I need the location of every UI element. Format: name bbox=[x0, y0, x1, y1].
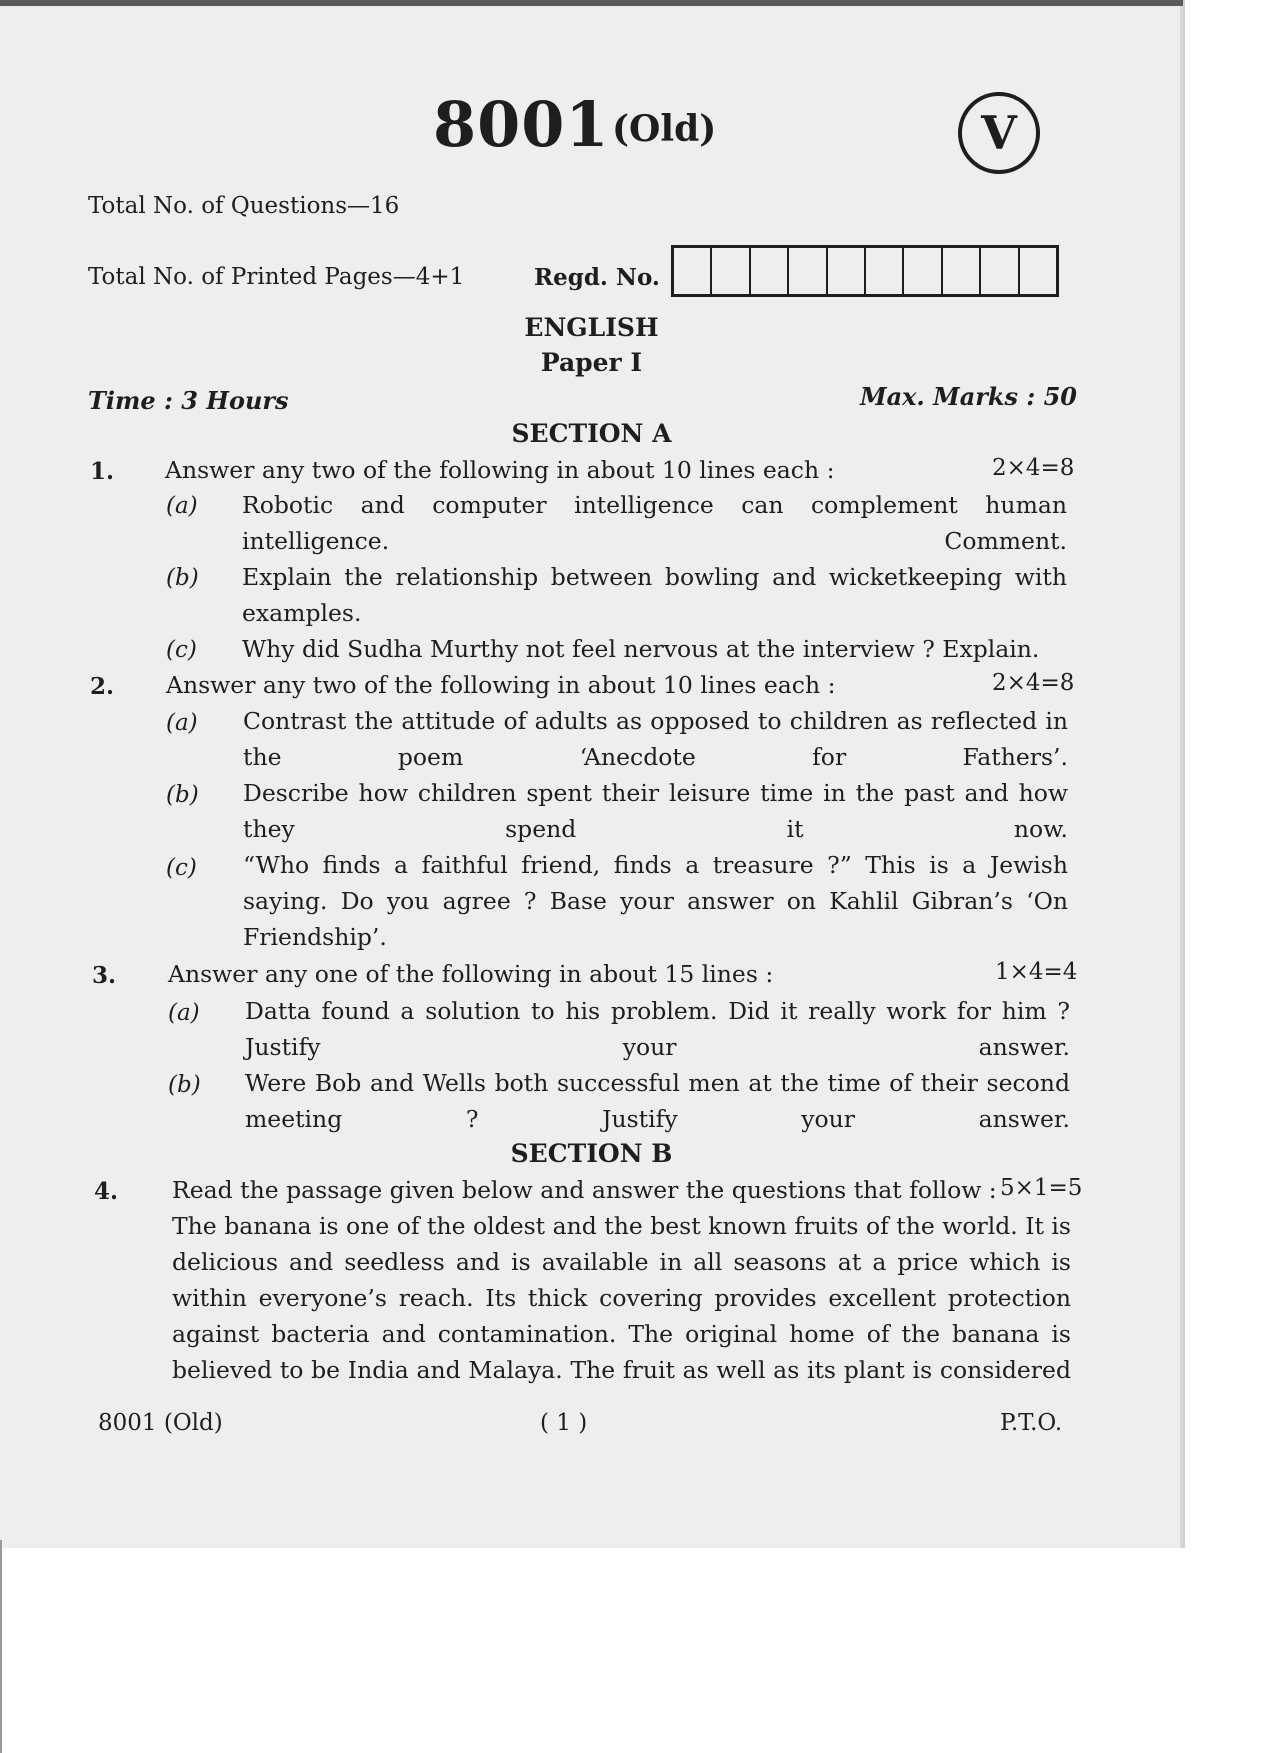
regd-number-boxes bbox=[671, 245, 1059, 297]
max-marks: Max. Marks : 50 bbox=[860, 382, 1078, 411]
version-letter: V bbox=[981, 106, 1017, 160]
q3-b-text: Were Bob and Wells both successful men at the time of their second meeting ? Justify your answer. bbox=[245, 1069, 1070, 1133]
total-pages: Total No. of Printed Pages—4+1 bbox=[88, 264, 465, 290]
q1-number: 1. bbox=[90, 458, 115, 485]
q3-b-label: (b) bbox=[168, 1072, 201, 1098]
q2-marks: 2×4=8 bbox=[992, 670, 1075, 696]
scan-left-edge bbox=[0, 1540, 2, 1753]
q1-c-label: (c) bbox=[166, 637, 197, 663]
time-allowed: Time : 3 Hours bbox=[88, 386, 289, 415]
q1-b-label: (b) bbox=[166, 565, 199, 591]
q4-text: Read the passage given below and answer the questions that follow : bbox=[172, 1176, 997, 1204]
q1-marks: 2×4=8 bbox=[992, 455, 1075, 481]
total-questions: Total No. of Questions—16 bbox=[88, 193, 400, 219]
section-a-title: SECTION A bbox=[511, 419, 672, 448]
section-b-title: SECTION B bbox=[510, 1139, 673, 1168]
q1-b-text: Explain the relationship between bowling and wicketkeeping with examples. bbox=[242, 563, 1067, 627]
q2-text: Answer any two of the following in about 10 lines each : bbox=[166, 671, 836, 699]
q3-text: Answer any one of the following in about 15 lines : bbox=[168, 960, 774, 988]
q2-c-text: “Who finds a faithful friend, finds a treasure ?” This is a Jewish saying. Do you agree ? Base your answer on Kahlil Gibran’s ‘On Friendship’. bbox=[243, 851, 1068, 951]
footer-code: 8001 (Old) bbox=[98, 1410, 223, 1436]
q1-a-label: (a) bbox=[166, 493, 198, 519]
q4-number: 4. bbox=[94, 1178, 119, 1205]
scan-right-edge bbox=[1183, 0, 1185, 1548]
q2-b-text: Describe how children spent their leisure time in the past and how they spend it now. bbox=[243, 779, 1068, 843]
pto-note: P.T.O. bbox=[1000, 1410, 1063, 1436]
q2-b-label: (b) bbox=[166, 782, 199, 808]
paper-code-suffix: (Old) bbox=[612, 108, 717, 150]
q1-text: Answer any two of the following in about 10 lines each : bbox=[165, 456, 835, 484]
q4-marks: 5×1=5 bbox=[1000, 1175, 1083, 1201]
q2-a-label: (a) bbox=[166, 710, 198, 736]
q2-c-label: (c) bbox=[166, 855, 197, 881]
q4-passage: The banana is one of the oldest and the best known fruits of the world. It is delicious and seedless and is available in all seasons at a price which is within everyone’s reach. Its thick covering provides excellent protection against bacteria and contamination. The original home of the banana is believed to be India and Malaya. The fruit as well as its plant is considered bbox=[172, 1212, 1071, 1384]
q3-a-text: Datta found a solution to his problem. Did it really work for him ? Justify your answer. bbox=[245, 997, 1070, 1061]
paper-title: Paper I bbox=[540, 348, 643, 377]
q1-c-text: Why did Sudha Murthy not feel nervous at the interview ? Explain. bbox=[242, 635, 1040, 663]
subject-title: ENGLISH bbox=[524, 313, 659, 342]
q2-number: 2. bbox=[90, 673, 115, 700]
q3-a-label: (a) bbox=[168, 1000, 200, 1026]
q2-a-text: Contrast the attitude of adults as opposed to children as reflected in the poem ‘Anecdote for Fathers’. bbox=[243, 707, 1068, 771]
paper-code: 8001 bbox=[433, 88, 610, 161]
q3-number: 3. bbox=[92, 962, 117, 989]
q3-marks: 1×4=4 bbox=[995, 959, 1078, 985]
scan-top-edge bbox=[0, 0, 1183, 6]
q1-a-text: Robotic and computer intelligence can complement human intelligence. Comment. bbox=[242, 491, 1067, 555]
page-number: ( 1 ) bbox=[540, 1410, 588, 1436]
version-badge bbox=[958, 92, 1040, 174]
regd-label: Regd. No. bbox=[534, 264, 660, 291]
